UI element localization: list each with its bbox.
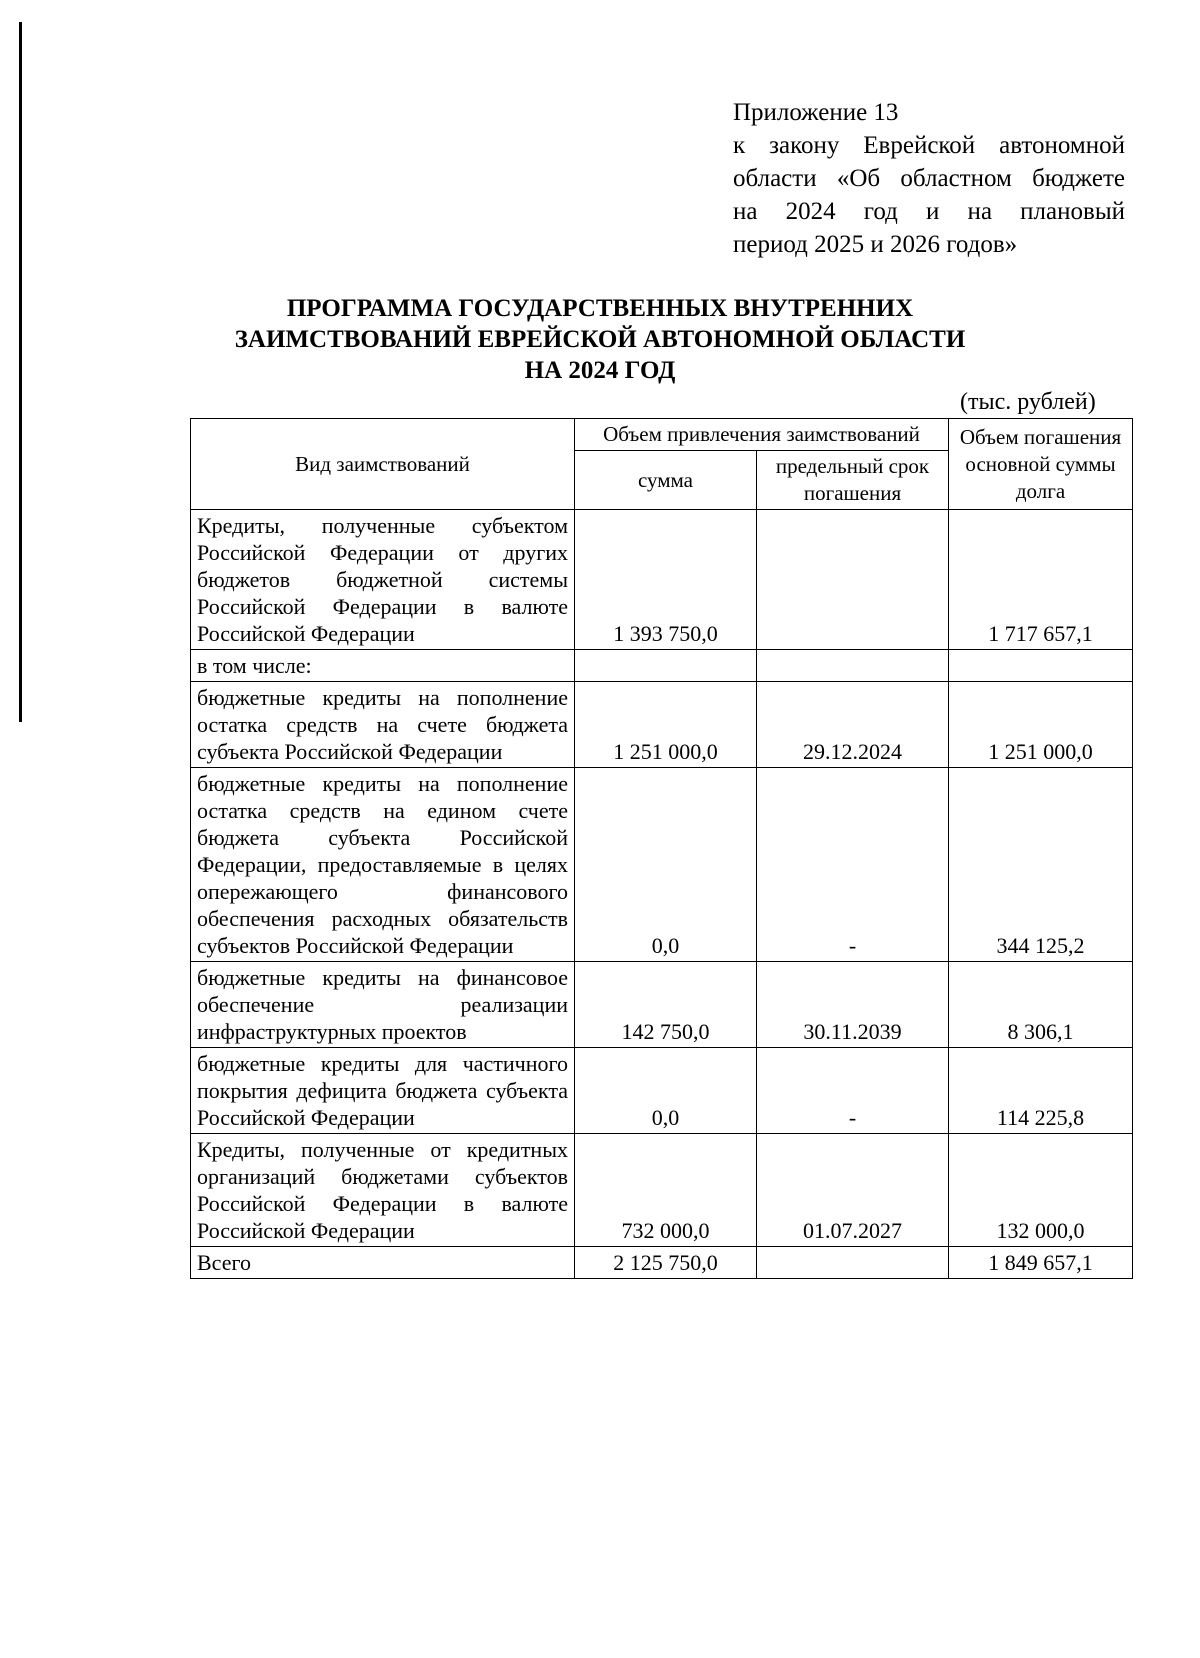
appendix-line: области «Об областном бюджете [733,165,1125,192]
page-title [180,293,1020,386]
total-repayment: 1 849 657,1 [949,1247,1133,1279]
row-amount: 0,0 [575,768,757,962]
header-attraction-volume: Объем привлечения заимствований [575,419,949,451]
table-total-row [191,1247,1133,1279]
row-repayment: 1 251 000,0 [949,682,1133,768]
row-repayment: 132 000,0 [949,1134,1133,1247]
margin-line [19,22,22,722]
row-amount: 1 251 000,0 [575,682,757,768]
table-row [191,510,1133,650]
table-row [191,1048,1133,1134]
title-line: НА 2024 ГОД [524,357,676,384]
unit-label: (тыс. рублей) [960,389,1096,415]
row-term: 01.07.2027 [757,1134,949,1247]
borrowing-table [190,418,1133,1279]
table-row [191,768,1133,962]
row-name: бюджетные кредиты на пополнение остатка средств на счете бюджета субъекта Российской Федерации [191,682,575,768]
header-borrowing-type: Вид заимствований [191,419,575,510]
row-name: Кредиты, полученные от кредитных организаций бюджетами субъектов Российской Федерации в валюте Российской Федерации [191,1134,575,1247]
appendix-line: период 2025 и 2026 годов» [733,231,1018,258]
row-term: 30.11.2039 [757,962,949,1048]
row-amount: 142 750,0 [575,962,757,1048]
row-amount: 0,0 [575,1048,757,1134]
header-term: предельный срок погашения [757,451,949,510]
appendix-note [733,96,1125,261]
appendix-line: на 2024 год и на плановый [733,198,1125,225]
row-repayment: 8 306,1 [949,962,1133,1048]
row-term: - [757,1048,949,1134]
row-name: в том числе: [191,650,575,682]
table-row [191,682,1133,768]
total-amount: 2 125 750,0 [575,1247,757,1279]
table-header-row [191,419,1133,451]
row-name: бюджетные кредиты на пополнение остатка средств на едином счете бюджета субъекта Российской Федерации, предоставляемые в целях опережающего финансового обеспечения расходных обязательств субъектов Российской Федерации [191,768,575,962]
row-amount [575,650,757,682]
row-term [757,510,949,650]
appendix-line: к закону Еврейской автономной [733,132,1125,159]
row-amount: 1 393 750,0 [575,510,757,650]
row-name: бюджетные кредиты на финансовое обеспечение реализации инфраструктурных проектов [191,962,575,1048]
total-term [757,1247,949,1279]
title-line: ЗАИМСТВОВАНИЙ ЕВРЕЙСКОЙ АВТОНОМНОЙ ОБЛАСТИ [234,326,966,353]
row-repayment [949,650,1133,682]
header-repayment-volume: Объем погашения основной суммы долга [949,419,1133,510]
appendix-line: Приложение 13 [733,99,899,126]
row-repayment: 114 225,8 [949,1048,1133,1134]
row-repayment: 344 125,2 [949,768,1133,962]
row-term: - [757,768,949,962]
title-line: ПРОГРАММА ГОСУДАРСТВЕННЫХ ВНУТРЕННИХ [286,295,914,322]
row-term: 29.12.2024 [757,682,949,768]
table-row [191,1134,1133,1247]
row-repayment: 1 717 657,1 [949,510,1133,650]
table-row [191,650,1133,682]
row-name: бюджетные кредиты для частичного покрытия дефицита бюджета субъекта Российской Федерации [191,1048,575,1134]
row-term [757,650,949,682]
row-name: Кредиты, полученные субъектом Российской Федерации от других бюджетов бюджетной системы Российской Федерации в валюте Российской Федерации [191,510,575,650]
row-amount: 732 000,0 [575,1134,757,1247]
header-amount: сумма [575,451,757,510]
total-name: Всего [191,1247,575,1279]
table-row [191,962,1133,1048]
